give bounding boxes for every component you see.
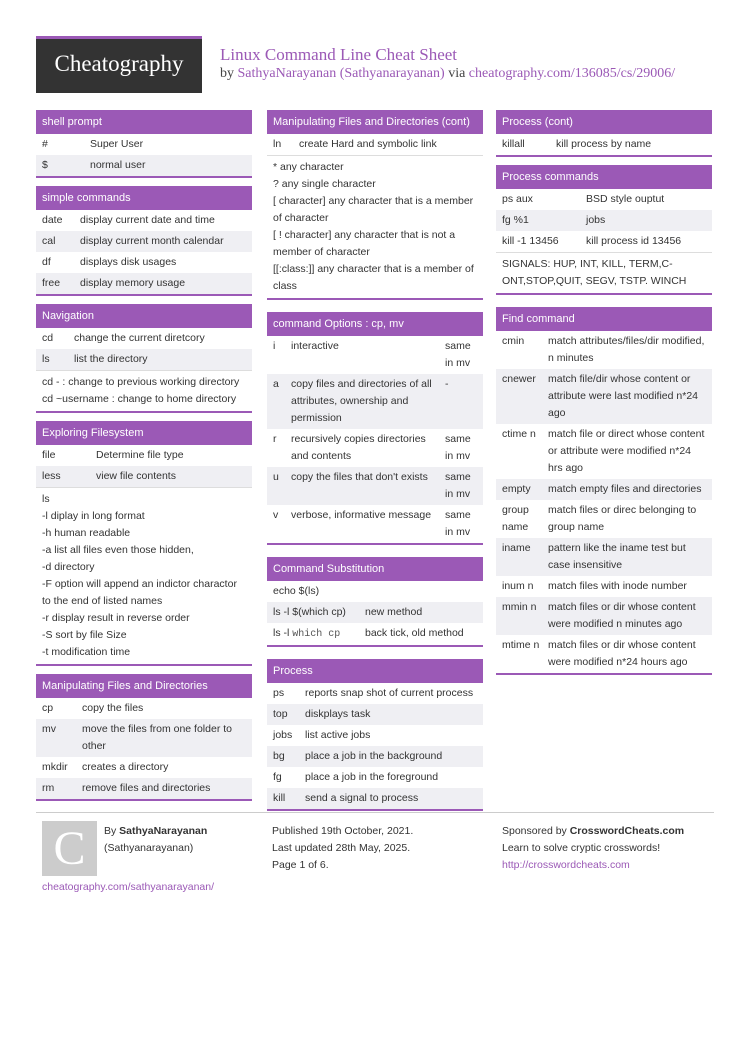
cell: jobs bbox=[273, 729, 293, 741]
cell: u bbox=[273, 471, 279, 483]
column-3 bbox=[496, 110, 712, 683]
cell: back tick, old method bbox=[365, 627, 464, 639]
cell: mmin n bbox=[502, 601, 537, 613]
cell: diskplays task bbox=[305, 708, 371, 720]
cell: move the files from one folder to other bbox=[82, 723, 232, 752]
cell: empty bbox=[502, 483, 531, 495]
by-label: by bbox=[220, 66, 238, 81]
cell: send a signal to process bbox=[305, 792, 419, 804]
by-label: By bbox=[104, 825, 120, 837]
table-row bbox=[36, 210, 252, 231]
cell: less bbox=[42, 470, 61, 482]
command-substitution-box bbox=[267, 557, 483, 647]
footer-sponsor bbox=[502, 823, 684, 874]
cell: date bbox=[42, 214, 63, 226]
cell: reports snap shot of current process bbox=[305, 687, 474, 699]
table-row bbox=[267, 767, 483, 788]
author-profile-link[interactable]: cheatography.com/sathyanarayanan/ bbox=[42, 881, 214, 893]
cell: r bbox=[273, 433, 277, 445]
cell: fg bbox=[273, 771, 282, 783]
table-row bbox=[496, 424, 712, 479]
cheatography-logo[interactable]: Cheatography bbox=[36, 36, 202, 93]
note-line: -F option will append an indictor charactor to the end of listed names bbox=[42, 578, 237, 607]
cell: cmin bbox=[502, 335, 525, 347]
cell: # bbox=[42, 138, 48, 150]
cell: match file/dir whose content or attribute were last modified n*24 ago bbox=[548, 373, 698, 419]
box-title: Navigation bbox=[36, 304, 252, 328]
cell: file bbox=[42, 449, 56, 461]
box-title: simple commands bbox=[36, 186, 252, 210]
cell-prefix: ls -l bbox=[273, 627, 293, 639]
cell: fg %1 bbox=[502, 214, 529, 226]
table-row bbox=[36, 719, 252, 757]
table-row bbox=[496, 597, 712, 635]
cell: match files or direc belonging to group name bbox=[548, 504, 697, 533]
cell: mv bbox=[42, 723, 56, 735]
cell: iname bbox=[502, 542, 531, 554]
cell: pattern like the iname test but case insensitive bbox=[548, 542, 686, 571]
cell: jobs bbox=[586, 214, 606, 226]
command-options-box bbox=[267, 312, 483, 545]
cell: new method bbox=[365, 606, 423, 618]
note-line: -a list all files even those hidden, bbox=[42, 544, 194, 556]
avatar: C bbox=[42, 821, 97, 876]
notes bbox=[496, 252, 712, 293]
note-line: -S sort by file Size bbox=[42, 629, 127, 641]
table-row bbox=[36, 445, 252, 466]
table-row bbox=[36, 349, 252, 370]
note-line: cd ~username : change to home directory bbox=[42, 393, 237, 405]
cell: v bbox=[273, 509, 279, 521]
cell: i bbox=[273, 340, 276, 352]
table-row bbox=[36, 252, 252, 273]
table-row bbox=[267, 704, 483, 725]
table-row bbox=[496, 210, 712, 231]
cell: match files with inode number bbox=[548, 580, 687, 592]
sheet-url-link[interactable]: cheatography.com/136085/cs/29006/ bbox=[468, 66, 676, 81]
cell: free bbox=[42, 277, 61, 289]
process-cont-box bbox=[496, 110, 712, 157]
cell: cp bbox=[42, 702, 54, 714]
table-row bbox=[496, 134, 712, 155]
cell: match empty files and directories bbox=[548, 483, 702, 495]
cell: match files or dir whose content were modified n*24 hours ago bbox=[548, 639, 696, 668]
cell: interactive bbox=[291, 340, 339, 352]
table-row bbox=[267, 725, 483, 746]
cell: group name bbox=[502, 504, 529, 533]
cell: bg bbox=[273, 750, 285, 762]
table-row bbox=[496, 189, 712, 210]
cell: top bbox=[273, 708, 288, 720]
cell: copy the files that don't exists bbox=[291, 471, 428, 483]
footer bbox=[36, 812, 714, 893]
cell: recursively copies directories and contents bbox=[291, 433, 426, 462]
table-row bbox=[496, 635, 712, 673]
cell: display current date and time bbox=[80, 214, 215, 226]
find-command-box bbox=[496, 307, 712, 675]
exploring-filesystem-box bbox=[36, 421, 252, 666]
box-title: command Options : cp, mv bbox=[267, 312, 483, 336]
author-name[interactable]: SathyaNarayanan bbox=[119, 825, 208, 837]
table-row bbox=[267, 623, 483, 645]
table-row bbox=[36, 466, 252, 487]
table-row bbox=[496, 576, 712, 597]
table-row bbox=[36, 134, 252, 155]
via-label: via bbox=[444, 66, 469, 81]
cell: create Hard and symbolic link bbox=[299, 138, 437, 150]
cell: verbose, informative message bbox=[291, 509, 432, 521]
note-line: ? any single character bbox=[273, 178, 376, 190]
footer-meta bbox=[272, 823, 413, 874]
cell: kill -1 13456 bbox=[502, 235, 559, 247]
table-row bbox=[36, 231, 252, 252]
page-title: Linux Command Line Cheat Sheet bbox=[220, 45, 458, 64]
cell: displays disk usages bbox=[80, 256, 177, 268]
table-row bbox=[267, 505, 483, 543]
notes bbox=[267, 155, 483, 298]
cell: display memory usage bbox=[80, 277, 186, 289]
table-row bbox=[267, 788, 483, 809]
table-row bbox=[496, 500, 712, 538]
page-number: Page 1 of 6. bbox=[272, 859, 329, 871]
cell: ps aux bbox=[502, 193, 533, 205]
box-title: Find command bbox=[496, 307, 712, 331]
cell: list active jobs bbox=[305, 729, 371, 741]
note-line: * any character bbox=[273, 161, 344, 173]
cell: $ bbox=[42, 159, 48, 171]
notes bbox=[36, 487, 252, 664]
table-row bbox=[36, 328, 252, 349]
box-title: Process (cont) bbox=[496, 110, 712, 134]
note-line: cd - : change to previous working directory bbox=[42, 376, 240, 388]
note-line: [ ! character] any character that is not a member of character bbox=[273, 229, 456, 258]
table-row bbox=[36, 698, 252, 719]
cell: match files or dir whose content were modified n minutes ago bbox=[548, 601, 696, 630]
table-row bbox=[267, 467, 483, 505]
sponsor-name[interactable]: CrosswordCheats.com bbox=[569, 825, 685, 837]
table-row bbox=[36, 778, 252, 799]
table-row bbox=[36, 155, 252, 176]
cell: Determine file type bbox=[96, 449, 184, 461]
note-line: [ character] any character that is a member of character bbox=[273, 195, 474, 224]
simple-commands-box bbox=[36, 186, 252, 296]
manipulating-files-box bbox=[36, 674, 252, 801]
table-row bbox=[36, 273, 252, 294]
cell: place a job in the foreground bbox=[305, 771, 439, 783]
column-1 bbox=[36, 110, 252, 809]
cell: creates a directory bbox=[82, 761, 169, 773]
process-box bbox=[267, 659, 483, 811]
code-snippet: which cp bbox=[292, 629, 341, 640]
cell: kill bbox=[273, 792, 286, 804]
cell: ps bbox=[273, 687, 285, 699]
cell: mtime n bbox=[502, 639, 540, 651]
box-title: shell prompt bbox=[36, 110, 252, 134]
note-line: [[:class:]] any character that is a member of class bbox=[273, 263, 474, 292]
cell: - bbox=[445, 378, 449, 390]
table-row bbox=[267, 683, 483, 704]
column-2 bbox=[267, 110, 483, 819]
note-line: -r display result in reverse order bbox=[42, 612, 190, 624]
table-row bbox=[496, 369, 712, 424]
table-row bbox=[496, 231, 712, 252]
box-title: Process bbox=[267, 659, 483, 683]
manipulating-cont-box bbox=[267, 110, 483, 300]
note-line: -t modification time bbox=[42, 646, 131, 658]
table-row bbox=[267, 134, 483, 155]
byline bbox=[220, 66, 675, 82]
cell: change the current diretcory bbox=[74, 332, 205, 344]
note-line: -d directory bbox=[42, 561, 95, 573]
cell: same in mv bbox=[445, 509, 471, 538]
cell: match file or direct whose content or attribute were modified n*24 hrs ago bbox=[548, 428, 705, 474]
table-row bbox=[267, 581, 483, 602]
cell: copy the files bbox=[82, 702, 144, 714]
cell: kill process id 13456 bbox=[586, 235, 682, 247]
cell: normal user bbox=[90, 159, 146, 171]
cell: ln bbox=[273, 138, 282, 150]
table-row bbox=[267, 746, 483, 767]
cell: a bbox=[273, 378, 279, 390]
sponsor-tagline: Learn to solve cryptic crosswords! bbox=[502, 842, 661, 854]
cell: copy files and directories of all attributes, ownership and permission bbox=[291, 378, 432, 424]
process-commands-box bbox=[496, 165, 712, 295]
cell: echo $(ls) bbox=[273, 585, 320, 597]
cell: ls bbox=[42, 353, 50, 365]
cell: view file contents bbox=[96, 470, 176, 482]
cell bbox=[273, 625, 365, 643]
box-title: Exploring Filesystem bbox=[36, 421, 252, 445]
box-title: Manipulating Files and Directories (cont) bbox=[267, 110, 483, 134]
shell-prompt-box bbox=[36, 110, 252, 178]
cell: display current month calendar bbox=[80, 235, 224, 247]
cell: killall bbox=[502, 138, 525, 150]
box-title: Manipulating Files and Directories bbox=[36, 674, 252, 698]
note-line: ls bbox=[42, 493, 50, 505]
cell: BSD style ouptut bbox=[586, 193, 665, 205]
cell: mkdir bbox=[42, 761, 68, 773]
table-row bbox=[496, 331, 712, 369]
cell: cd bbox=[42, 332, 54, 344]
navigation-box bbox=[36, 304, 252, 413]
cell: remove files and directories bbox=[82, 782, 211, 794]
table-row bbox=[267, 374, 483, 429]
box-title: Command Substitution bbox=[267, 557, 483, 581]
cell: kill process by name bbox=[556, 138, 652, 150]
cell: Super User bbox=[90, 138, 144, 150]
author-link[interactable]: SathyaNarayanan (Sathyanarayanan) bbox=[237, 66, 445, 81]
cell: same in mv bbox=[445, 471, 471, 500]
note-line: SIGNALS: HUP, INT, KILL, TERM,C-ONT,STOP,QUIT, SEGV, TSTP. WINCH bbox=[502, 258, 687, 287]
updated-date: Last updated 28th May, 2025. bbox=[272, 842, 411, 854]
cell: ls -l $(which cp) bbox=[273, 606, 346, 618]
table-row bbox=[267, 336, 483, 374]
cell: df bbox=[42, 256, 51, 268]
cell: ctime n bbox=[502, 428, 536, 440]
box-title: Process commands bbox=[496, 165, 712, 189]
cell: list the directory bbox=[74, 353, 148, 365]
notes bbox=[36, 370, 252, 411]
cell: inum n bbox=[502, 580, 534, 592]
cell: same in mv bbox=[445, 433, 471, 462]
note-line: -l diplay in long format bbox=[42, 510, 145, 522]
table-row bbox=[496, 479, 712, 500]
cell: place a job in the background bbox=[305, 750, 443, 762]
cell: cal bbox=[42, 235, 56, 247]
table-row bbox=[36, 757, 252, 778]
table-row bbox=[267, 602, 483, 623]
note-line: -h human readable bbox=[42, 527, 131, 539]
cell: rm bbox=[42, 782, 55, 794]
sponsored-label: Sponsored by bbox=[502, 825, 570, 837]
sponsor-link[interactable]: http://crosswordcheats.com bbox=[502, 859, 630, 871]
author-handle: (Sathyanarayanan) bbox=[104, 842, 194, 854]
table-row bbox=[267, 429, 483, 467]
cell: match attributes/files/dir modified, n minutes bbox=[548, 335, 705, 364]
cell: cnewer bbox=[502, 373, 536, 385]
table-row bbox=[496, 538, 712, 576]
header bbox=[36, 36, 714, 94]
footer-author bbox=[104, 823, 207, 857]
published-date: Published 19th October, 2021. bbox=[272, 825, 414, 837]
cell: same in mv bbox=[445, 340, 471, 369]
